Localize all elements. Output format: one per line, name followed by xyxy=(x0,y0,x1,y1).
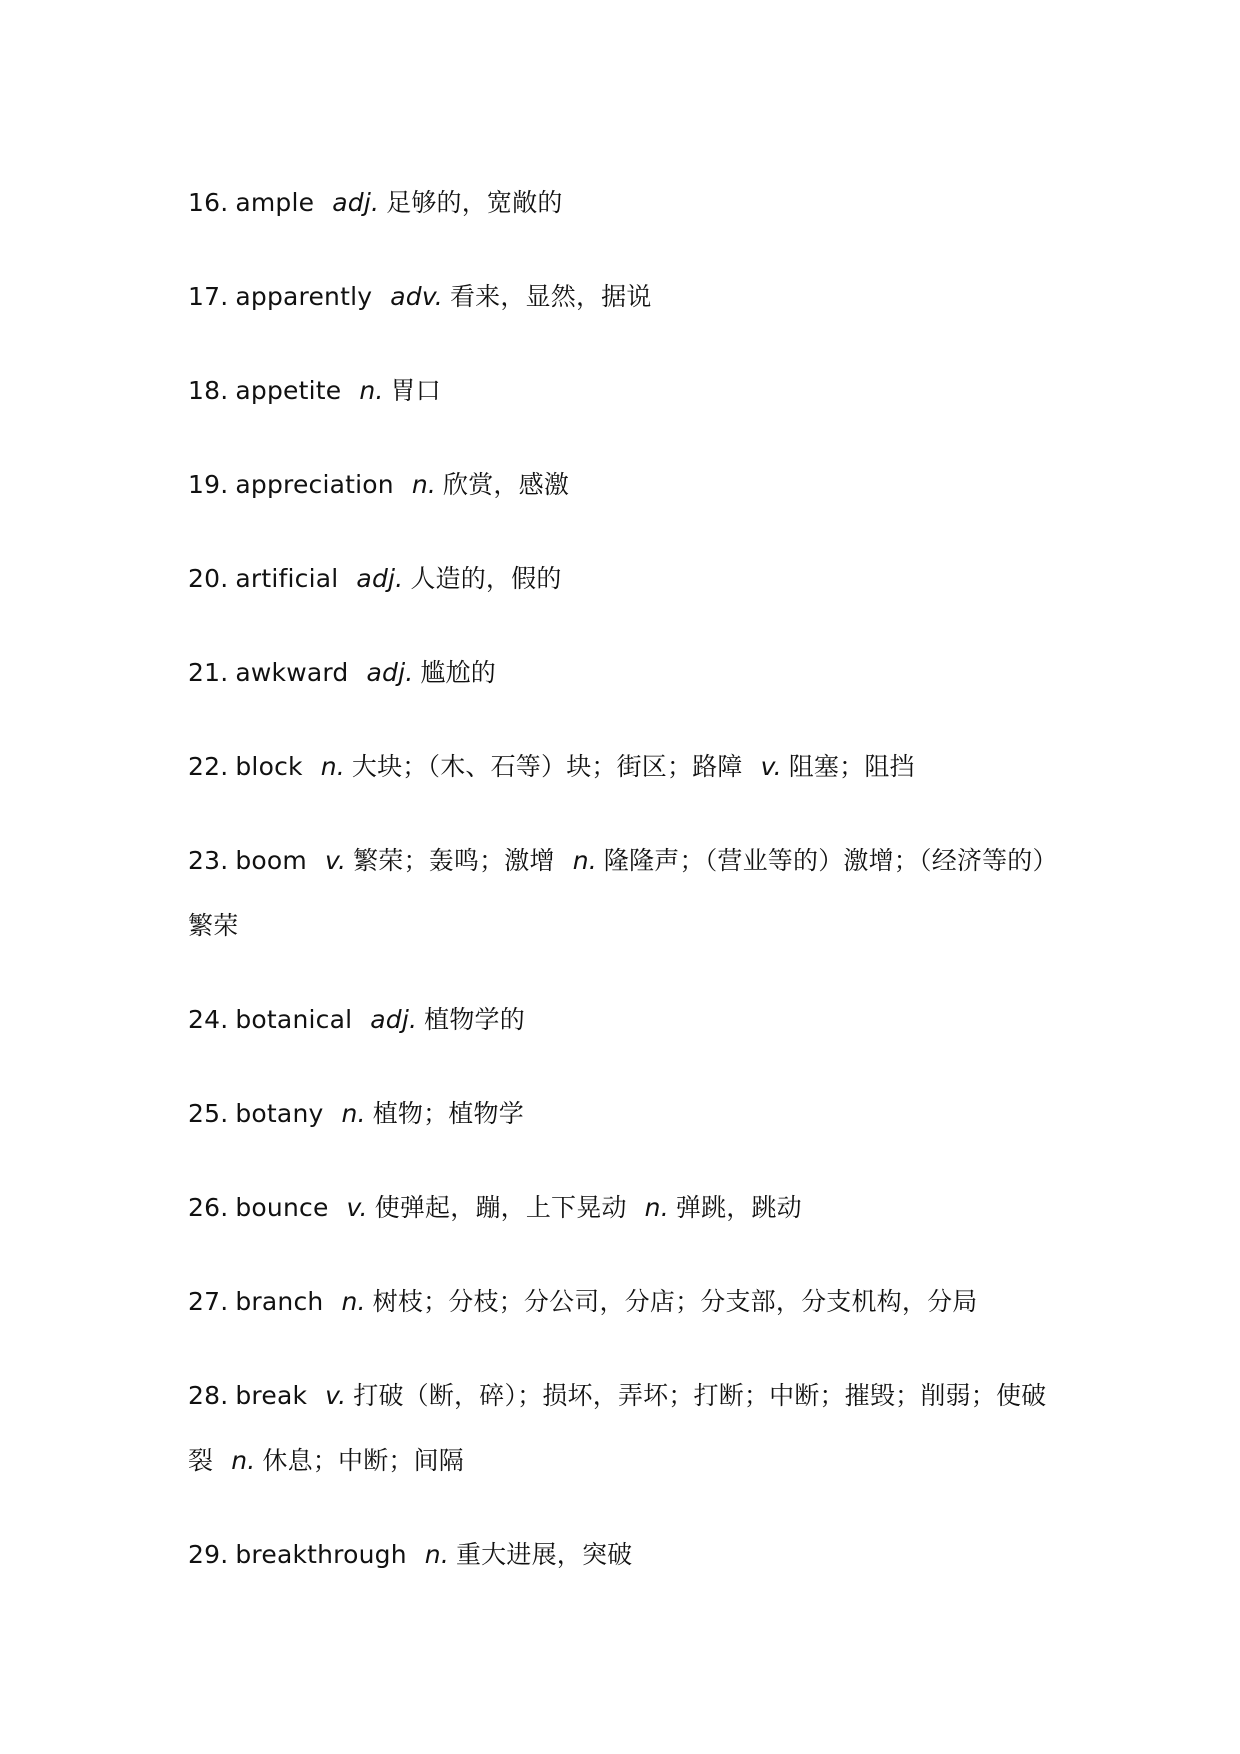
entry-number: 25. xyxy=(188,1099,229,1128)
entry-number: 18. xyxy=(188,376,229,405)
meaning-text: 繁荣；轰鸣；激增 xyxy=(353,846,555,875)
meaning-text: 使弹起，蹦，上下晃动 xyxy=(374,1193,627,1222)
part-of-speech: adv. xyxy=(390,282,443,311)
entry-number: 20. xyxy=(188,564,229,593)
vocab-entry xyxy=(188,734,1068,799)
meaning-text: 树枝；分枝；分公司，分店；分支部，分支机构，分局 xyxy=(372,1287,978,1316)
vocab-entry xyxy=(188,452,1068,517)
part-of-speech: n. xyxy=(572,846,597,875)
vocab-entry xyxy=(188,640,1068,705)
entry-word: block xyxy=(235,752,303,781)
part-of-speech: v. xyxy=(324,846,347,875)
meaning-text: 打破（断，碎）；损坏，弄坏；打断；中断；摧毁；削弱；使破裂 xyxy=(188,1381,1047,1475)
vocab-entry xyxy=(188,987,1068,1052)
meaning-text: 人造的，假的 xyxy=(410,564,562,593)
entry-number: 17. xyxy=(188,282,229,311)
vocab-entry xyxy=(188,828,1068,958)
entry-word: botanical xyxy=(235,1005,353,1034)
entry-number: 22. xyxy=(188,752,229,781)
entry-word: appetite xyxy=(235,376,342,405)
meaning-text: 植物学的 xyxy=(424,1005,525,1034)
meaning-text: 植物；植物学 xyxy=(372,1099,524,1128)
part-of-speech: n. xyxy=(320,752,345,781)
part-of-speech: adj. xyxy=(366,658,414,687)
entry-number: 27. xyxy=(188,1287,229,1316)
entry-number: 16. xyxy=(188,188,229,217)
meaning-text: 重大进展，突破 xyxy=(455,1540,633,1569)
part-of-speech: adj. xyxy=(370,1005,418,1034)
meaning-text: 隆隆声；（营业等的）激增；（经济等的）繁荣 xyxy=(188,846,1058,940)
vocab-entry xyxy=(188,170,1068,235)
entry-number: 21. xyxy=(188,658,229,687)
entry-number: 26. xyxy=(188,1193,229,1222)
vocab-entry xyxy=(188,1081,1068,1146)
meaning-text: 阻塞；阻挡 xyxy=(788,752,915,781)
vocab-entry xyxy=(188,1363,1068,1493)
meaning-text: 尴尬的 xyxy=(420,658,496,687)
meaning-text: 欣赏，感激 xyxy=(443,470,570,499)
part-of-speech: n. xyxy=(341,1287,366,1316)
meaning-text: 足够的，宽敞的 xyxy=(386,188,563,217)
entry-number: 28. xyxy=(188,1381,229,1410)
entry-word: awkward xyxy=(235,658,349,687)
part-of-speech: v. xyxy=(346,1193,368,1222)
part-of-speech: adj. xyxy=(332,188,380,217)
meaning-text: 弹跳，跳动 xyxy=(675,1193,802,1222)
meaning-text: 看来，显然，据说 xyxy=(449,282,652,311)
meaning-text: 休息；中断；间隔 xyxy=(262,1446,465,1475)
part-of-speech: n. xyxy=(644,1193,669,1222)
entry-word: bounce xyxy=(235,1193,329,1222)
entry-word: boom xyxy=(235,846,307,875)
vocabulary-page xyxy=(188,170,1068,1616)
part-of-speech: n. xyxy=(424,1540,449,1569)
meaning-text: 胃口 xyxy=(390,376,441,405)
entry-word: apparently xyxy=(235,282,373,311)
part-of-speech: v. xyxy=(325,1381,347,1410)
entry-number: 23. xyxy=(188,846,229,875)
vocab-entry xyxy=(188,1269,1068,1334)
part-of-speech: adj. xyxy=(356,564,404,593)
entry-word: botany xyxy=(235,1099,324,1128)
vocab-entry xyxy=(188,1522,1068,1587)
entry-word: artificial xyxy=(235,564,339,593)
entry-number: 24. xyxy=(188,1005,229,1034)
vocab-entry xyxy=(188,546,1068,611)
entry-word: appreciation xyxy=(235,470,394,499)
vocab-entry xyxy=(188,358,1068,423)
entry-word: breakthrough xyxy=(235,1540,407,1569)
part-of-speech: n. xyxy=(231,1446,256,1475)
entry-word: break xyxy=(235,1381,308,1410)
part-of-speech: n. xyxy=(359,376,384,405)
vocab-entry xyxy=(188,1175,1068,1240)
entry-word: ample xyxy=(235,188,315,217)
part-of-speech: v. xyxy=(760,752,782,781)
entry-number: 29. xyxy=(188,1540,229,1569)
part-of-speech: n. xyxy=(411,470,437,499)
entry-word: branch xyxy=(235,1287,324,1316)
entry-number: 19. xyxy=(188,470,229,499)
meaning-text: 大块；（木、石等）块；街区；路障 xyxy=(351,752,743,781)
part-of-speech: n. xyxy=(341,1099,366,1128)
vocab-entry xyxy=(188,264,1068,329)
